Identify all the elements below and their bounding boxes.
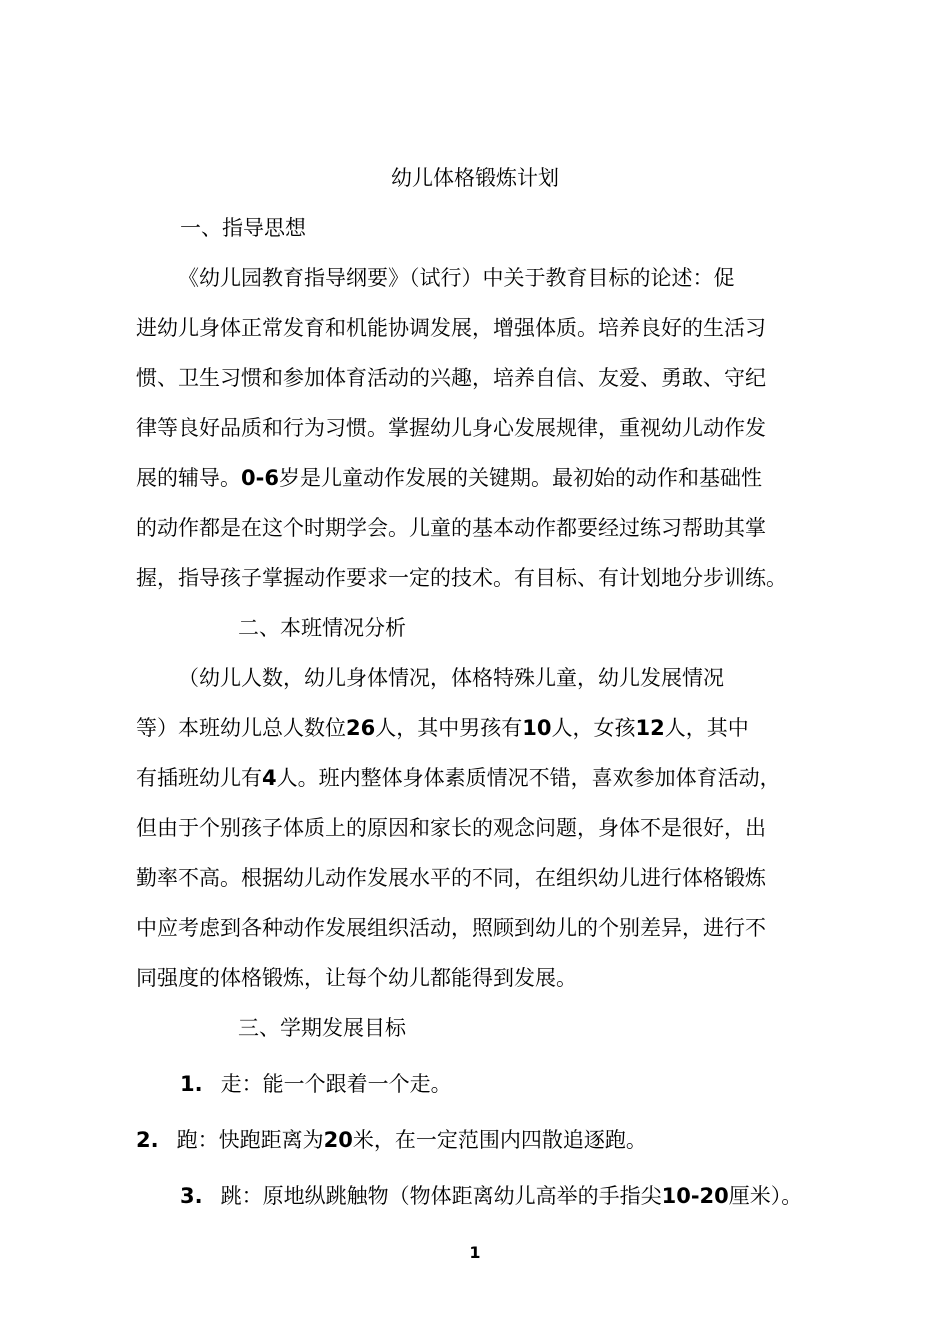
paragraph-1-line-3: 惯、卫生习惯和参加体育活动的兴趣，培养自信、友爱、勇敢、守纪 [136, 366, 766, 390]
paragraph-1-line-7: 握，指导孩子掌握动作要求一定的技术。有目标、有计划地分步训练。 [136, 566, 787, 590]
girl-count: 12 [635, 716, 665, 740]
transfer-count: 4 [262, 766, 277, 790]
boy-count: 10 [522, 716, 552, 740]
goal-item-1 [180, 1070, 452, 1098]
paragraph-2-line-7: 同强度的体格锻炼，让每个幼儿都能得到发展。 [136, 966, 577, 990]
text-segment: 人，女孩 [551, 716, 636, 740]
goal-text: 走：能一个跟着一个走。 [220, 1072, 452, 1096]
document-title: 幼儿体格锻炼计划 [391, 166, 559, 190]
total-count: 26 [346, 716, 376, 740]
section-2-heading: 二、本班情况分析 [238, 616, 406, 640]
age-range: 0-6 [241, 466, 279, 490]
list-number: 3. [180, 1184, 203, 1208]
paragraph-1-line-6: 的动作都是在这个时期学会。儿童的基本动作都要经过练习帮助其掌 [136, 516, 766, 540]
goal-text: 厘米）。 [728, 1184, 803, 1208]
text-segment: 展的辅导。 [136, 466, 241, 490]
paragraph-1-line-1: 《幼儿园教育指导纲要》（试行）中关于教育目标的论述：促 [178, 266, 735, 290]
section-1-heading: 一、指导思想 [180, 216, 306, 240]
paragraph-2-line-3 [136, 764, 781, 792]
page-number: 1 [469, 1243, 481, 1262]
goal-item-2 [136, 1126, 647, 1154]
paragraph-2-line-1: （幼儿人数，幼儿身体情况，体格特殊儿童，幼儿发展情况 [178, 666, 724, 690]
paragraph-2-line-4: 但由于个别孩子体质上的原因和家长的观念问题，身体不是很好，出 [136, 816, 766, 840]
goal-item-3 [180, 1182, 802, 1210]
list-number: 2. [136, 1128, 159, 1152]
goal-text: 跑：快跑距离为 [176, 1128, 324, 1152]
paragraph-2-line-6: 中应考虑到各种动作发展组织活动，照顾到幼儿的个别差异，进行不 [136, 916, 766, 940]
text-segment: 有插班幼儿有 [136, 766, 262, 790]
distance-value: 20 [323, 1128, 353, 1152]
text-segment: 人，其中 [664, 716, 749, 740]
text-segment: 岁是儿童动作发展的关键期。最初始的动作和基础性 [278, 466, 762, 490]
section-3-heading: 三、学期发展目标 [238, 1016, 406, 1040]
paragraph-1-line-2: 进幼儿身体正常发育和机能协调发展，增强体质。培养良好的生活习 [136, 316, 766, 340]
height-range: 10-20 [661, 1184, 729, 1208]
list-number: 1. [180, 1072, 203, 1096]
goal-text: 米，在一定范围内四散追逐跑。 [352, 1128, 647, 1152]
text-segment: 人，其中男孩有 [375, 716, 523, 740]
text-segment: 人。班内整体身体素质情况不错，喜欢参加体育活动， [276, 766, 781, 790]
text-segment: 等）本班幼儿总人数位 [136, 716, 346, 740]
paragraph-2-line-2 [136, 714, 749, 742]
paragraph-1-line-5 [136, 464, 762, 492]
paragraph-2-line-5: 勤率不高。根据幼儿动作发展水平的不同，在组织幼儿进行体格锻炼 [136, 866, 766, 890]
paragraph-1-line-4: 律等良好品质和行为习惯。掌握幼儿身心发展规律，重视幼儿动作发 [136, 416, 766, 440]
goal-text: 跳：原地纵跳触物（物体距离幼儿高举的手指尖 [220, 1184, 662, 1208]
